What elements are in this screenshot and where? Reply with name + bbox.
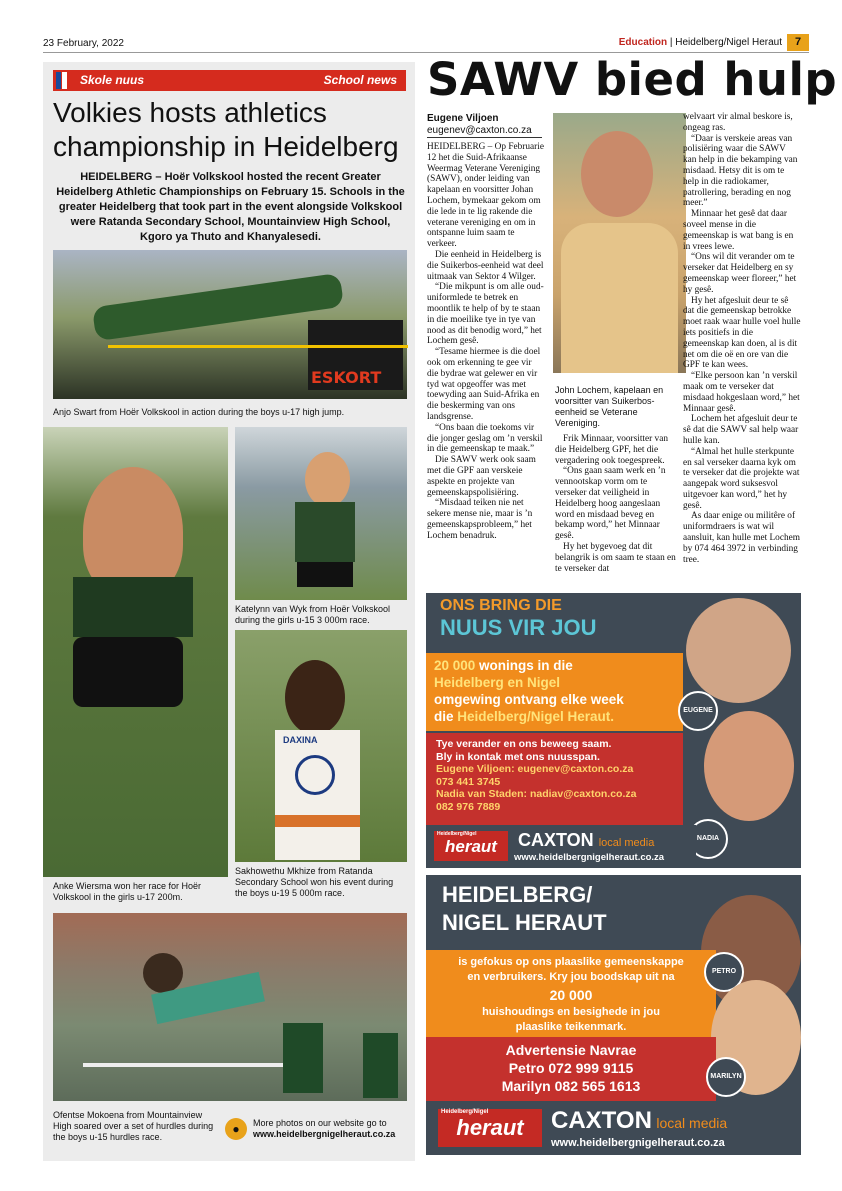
ad2-pitch-line: is gefokus op ons plaaslike gemeenskappe bbox=[458, 956, 684, 968]
ad2-pitch bbox=[426, 950, 716, 1046]
section-label: Education bbox=[618, 37, 668, 48]
paragraph: “Ons baan die toekoms vir die jonger geslag om ’n verskil in die gemeenskap te maak.” bbox=[427, 422, 543, 455]
advertising-ad bbox=[426, 875, 801, 1155]
paragraph: Hy het bygevoeg dat dit belangrik is om saam te staan en te verseker dat bbox=[555, 541, 676, 574]
heraut-logo bbox=[438, 1109, 542, 1147]
paragraph: “Almal het hulle sterkpunte en sal verseker daarna kyk om te verseker dat die projekte wat aangepak word suksesvol uitgevoer kan word,” het hy gesê. bbox=[683, 446, 800, 511]
vest-text: DAXINA bbox=[283, 735, 318, 745]
paragraph: “Ons wil dit verander om te verseker dat Heidelberg en sy gemeenskap weer floreer,” het hy gesê. bbox=[683, 252, 797, 295]
issue-date: 23 February, 2022 bbox=[43, 38, 124, 49]
paragraph: As daar enige ou militêre of uniformdraers is wat wil aansluit, kan hulle met Lochem by 074 464 3972 in verbinding tree. bbox=[683, 511, 800, 565]
logo-wordmark: heraut bbox=[445, 837, 497, 856]
marilyn-phone[interactable]: Marilyn 082 565 1613 bbox=[501, 1078, 641, 1094]
ad1-pitch-text: wonings in die bbox=[479, 658, 573, 673]
byline-rule bbox=[427, 137, 542, 138]
high-jump-photo bbox=[53, 250, 407, 399]
athletics-headline: Volkies hosts athletics championship in Heidelberg bbox=[53, 97, 399, 162]
paragraph: welvaart vir almal beskore is, ongeag ras. bbox=[683, 112, 793, 133]
ad2-enquiry-title: Advertensie Navrae bbox=[505, 1042, 637, 1058]
john-lochem-photo bbox=[553, 113, 686, 373]
caption-katelynn: Katelynn van Wyk from Hoër Volkskool during the girls u-15 3 000m race. bbox=[235, 604, 390, 625]
ad1-line1: ONS BRING DIE bbox=[440, 597, 562, 614]
ad2-count: 20 000 bbox=[549, 987, 593, 1003]
ad1-pitch bbox=[426, 653, 683, 731]
ad2-footer bbox=[426, 1101, 801, 1155]
petro-badge: PETRO bbox=[704, 952, 744, 992]
paragraph: Die SAWV werk ook saam met die GPF aan verskeie aspekte en projekte van gemeenskapspolisiëring. bbox=[427, 455, 536, 498]
logo-tagline: Heidelberg/Nigel bbox=[437, 831, 477, 837]
nadia-badge: NADIA bbox=[688, 819, 728, 859]
eugene-photo bbox=[686, 598, 791, 703]
banner-right-label: School news bbox=[323, 73, 397, 87]
ad1-contact-line: Bly in kontak met ons nuusspan. bbox=[436, 750, 600, 763]
caxton-wordmark: CAXTON bbox=[518, 830, 594, 850]
more-photos-label: More photos on our website go to bbox=[253, 1118, 387, 1128]
paragraph: Die eenheid in Heidelberg is die Suikerbos-eenheid wat deel uitmaak van Sektor 4 Wilger. bbox=[427, 249, 544, 282]
publication-name: Heidelberg/Nigel Heraut bbox=[675, 37, 782, 48]
page-number: 7 bbox=[787, 34, 809, 51]
paragraph: Frik Minnaar, voorsitter van die Heidelberg GPF, het die vergadering ook toegespreek. bbox=[555, 434, 668, 466]
caption-sakhowethu: Sakhowethu Mkhize from Ratanda Secondary School won his event during the boys u-19 5 000m race. bbox=[235, 866, 394, 898]
ad1-website[interactable]: www.heidelbergnigelheraut.co.za bbox=[514, 852, 665, 863]
logo-wordmark: heraut bbox=[456, 1115, 524, 1140]
sponsor-sign: ESKORT bbox=[311, 368, 382, 387]
caption-ofentse: Ofentse Mokoena from Mountainview High soared over a set of hurdles during the boys u-15 hurdles race. bbox=[53, 1110, 214, 1142]
school-news-banner bbox=[53, 70, 406, 91]
camera-icon: ● bbox=[225, 1118, 247, 1140]
caption-high-jump: Anjo Swart from Hoër Volkskool in action during the boys u-17 high jump. bbox=[53, 407, 345, 417]
author-email[interactable]: eugenev@caxton.co.za bbox=[427, 125, 532, 136]
article-headline: SAWV bied hulp bbox=[427, 53, 838, 106]
banner-left-label: Skole nuus bbox=[80, 73, 145, 87]
ad2-title-line: NIGEL HERAUT bbox=[442, 910, 607, 935]
eugene-badge: EUGENE bbox=[678, 691, 718, 731]
ad2-pitch-line: plaaslike teikenmark. bbox=[515, 1021, 627, 1033]
ad1-contacts bbox=[426, 733, 683, 825]
paragraph: Hy het afgesluit deur te sê dat die gemeenskap betrokke moet raak waar hulle voel hulle iets positiefs in die gemeenskap kan doen, al is dit net om die oë en ore van die GPF te kan wees. bbox=[683, 295, 801, 371]
ad2-pitch-line: huishoudings en besighede in jou bbox=[482, 1006, 660, 1018]
paragraph: “Misdaad teiken nie net sekere mense nie, maar is ’n gemeenskapsprobleem,” het Lochem benadruk. bbox=[427, 498, 533, 541]
caption-anke: Anke Wiersma won her race for Hoër Volkskool in the girls u-17 200m. bbox=[53, 881, 202, 902]
katelynn-photo bbox=[235, 427, 407, 600]
ad1-pitch-area: Heidelberg en Nigel bbox=[434, 675, 561, 690]
eugene-phone[interactable]: 073 441 3745 bbox=[436, 775, 501, 788]
nadia-phone[interactable]: 082 976 7889 bbox=[436, 800, 501, 813]
more-photos-note bbox=[253, 1118, 395, 1140]
ad1-pitch-paper: Heidelberg/Nigel Heraut. bbox=[457, 709, 615, 724]
caxton-wordmark: CAXTON bbox=[551, 1107, 652, 1134]
page-header bbox=[619, 37, 782, 48]
header-separator: | bbox=[667, 37, 676, 48]
sa-flag-icon bbox=[56, 72, 74, 89]
local-media-label: local media bbox=[656, 1115, 728, 1131]
heraut-logo bbox=[434, 831, 508, 861]
caxton-logo bbox=[551, 1107, 727, 1135]
logo-tagline: Heidelberg/Nigel bbox=[441, 1109, 489, 1115]
author-name: Eugene Viljoen bbox=[427, 113, 499, 124]
paragraph: HEIDELBERG – Op Februarie 12 het die Suid-Afrikaanse Weermag Veterane Vereniging (SAWV), onder leiding van kapelaan en voorsitter Johan Lochem, bymekaar gekom om die lede in te lig rakende die veterane vereniging en om in ontspanne luim saam te verkeer. bbox=[427, 142, 544, 250]
ad1-pitch-text: die bbox=[434, 709, 458, 724]
ad1-contact-line: Tye verander en ons beweeg saam. bbox=[436, 738, 612, 750]
caxton-logo bbox=[518, 830, 654, 851]
article-column-2 bbox=[555, 434, 680, 574]
athletics-lead: HEIDELBERG – Hoër Volkskool hosted the recent Greater Heidelberg Athletic Championships on February 15. Schools in the greater Heidelberg that took part in the event alongside Volkskool were Ratanda Secondary School, Mountainview High School, Kgoro ya Thuto and Khanyalesedi. bbox=[56, 171, 405, 243]
paragraph: “Ons gaan saam werk en ’n vennootskap vorm om te verseker dat veiligheid in Heidelberg hoog aangeslaan word en misdaad beveg en bekamp word,” het Minnaar gesê. bbox=[555, 466, 666, 542]
ad2-title bbox=[442, 881, 607, 937]
hurdles-photo bbox=[53, 913, 407, 1101]
ad1-footer bbox=[426, 825, 696, 868]
paragraph: “Tesame hiermee is die doel ook om erkenning te gee vir die bydrae wat gelewer en vir tyd wat opgeoffer was met toewyding aan Suid-Afrika en die beskerming van ons landsgrense. bbox=[427, 347, 541, 422]
petro-phone[interactable]: Petro 072 999 9115 bbox=[508, 1060, 634, 1076]
local-media-label: local media bbox=[598, 837, 655, 849]
ad1-pitch-text: omgewing ontvang elke week bbox=[434, 692, 624, 707]
article-column-1 bbox=[427, 142, 544, 541]
ad1-line2: NUUS VIR JOU bbox=[440, 615, 597, 640]
lochem-photo-caption: John Lochem, kapelaan en voorsitter van Suikerbos-eenheid se Veterane Vereniging. bbox=[555, 385, 664, 428]
nadia-photo bbox=[704, 711, 794, 821]
website-link[interactable]: www.heidelbergnigelheraut.co.za bbox=[253, 1129, 396, 1139]
anke-wiersma-photo bbox=[43, 427, 228, 877]
sakhowethu-photo bbox=[235, 630, 407, 862]
eugene-contact[interactable]: Eugene Viljoen: eugenev@caxton.co.za bbox=[436, 763, 634, 776]
ad2-website[interactable]: www.heidelbergnigelheraut.co.za bbox=[551, 1137, 725, 1149]
ad2-pitch-line: en verbruikers. Kry jou boodskap uit na bbox=[467, 971, 675, 983]
article-column-3 bbox=[683, 112, 801, 565]
byline bbox=[427, 113, 532, 137]
news-team-ad bbox=[426, 593, 801, 868]
paragraph: Lochem het afgesluit deur te sê dat die SAWV sal help waar hulle kan. bbox=[683, 414, 799, 446]
paragraph: “Daar is verskeie areas van polisiëring waar die SAWV kan help in die bekamping van misdaad. Hetsy dit is om te help in die radiokamer, patrollering, berading en nog meer.” bbox=[683, 133, 798, 209]
marilyn-badge: MARILYN bbox=[706, 1057, 746, 1097]
paragraph: “Die mikpunt is om alle oud-uniformlede te betrek en moontlik te help of by te staan in die moeilike tye in tye van nood as dit benodig word,” het Lochem gesê. bbox=[427, 282, 544, 347]
ad2-enquiries bbox=[426, 1037, 716, 1102]
ad1-count: 20 000 bbox=[434, 658, 480, 673]
paragraph: Minnaar het gesê dat daar soveel mense in die gemeenskap is wat bang is en in vrees lewe. bbox=[683, 209, 794, 252]
paragraph: “Elke persoon kan ’n verskil maak om te verseker dat misdaad hokgeslaan word,” het Minnaar gesê. bbox=[683, 371, 800, 414]
ad2-title-line: HEIDELBERG/ bbox=[442, 882, 593, 907]
nadia-contact[interactable]: Nadia van Staden: nadiav@caxton.co.za bbox=[436, 788, 637, 801]
